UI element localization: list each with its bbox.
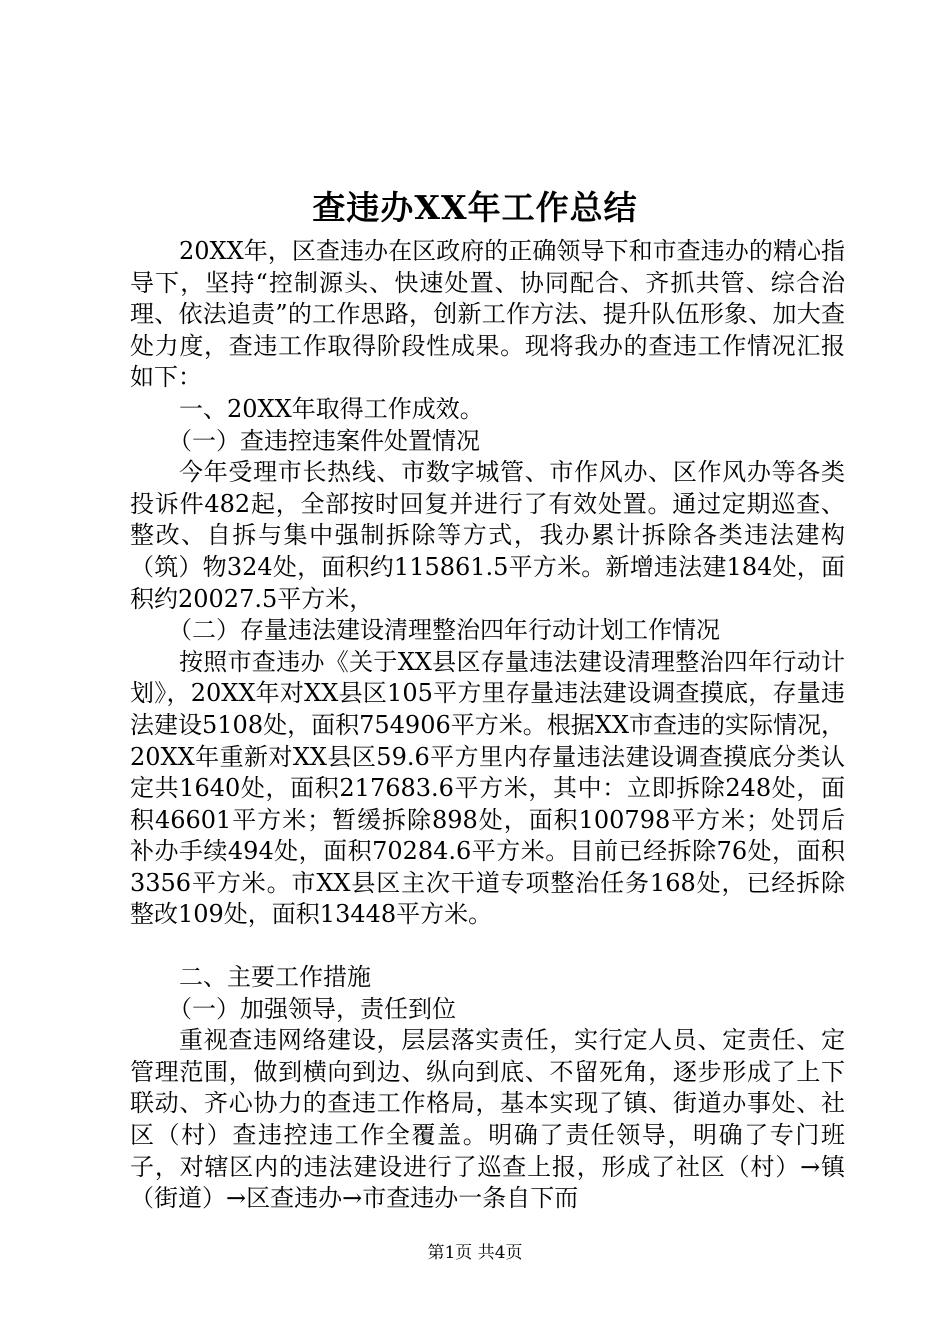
leadership-paragraph: 重视查违网络建设，层层落实责任，实行定人员、定责任、定管理范围，做到横向到边、纵向到底、不留死角，逐步形成了上下联动、齐心协力的查违工作格局，基本实现了镇、街道办事处、社区（村）查违控违工作全覆盖。明确了责任领导，明确了专门班子，对辖区内的违法建设进行了巡查上报，形成了社区（村）→镇（街道）→区查违办→市查违办一条自下而 (130, 1026, 845, 1213)
four-year-plan-paragraph: 按照市查违办《关于XX县区存量违法建设清理整治四年行动计划》，20XX年对XX县区105平方里存量违法建设调查摸底，存量违法建设5108处，面积754906平方米。根据XX市查违的实际情况，20XX年重新对XX县区59.6平方里内存量违法建设调查摸底分类认定共1640处，面积217683.6平方米，其中：立即拆除248处，面积46601平方米；暂缓拆除898处，面积100798平方米；处罚后补办手续494处，面积70284.6平方米。目前已经拆除76处，面积3356平方米。市XX县区主次干道专项整治任务168处，已经拆除整改109处，面积13448平方米。 (130, 647, 845, 929)
subsection-heading-four-year-plan: （二）存量违法建设清理整治四年行动计划工作情况 (168, 616, 720, 645)
document-title: 查违办XX年工作总结 (312, 188, 638, 227)
page-number: 第1页 共4页 (427, 1243, 523, 1263)
document-body (130, 236, 845, 1215)
paragraph-gap (130, 931, 845, 962)
case-handling-paragraph: 今年受理市长热线、市数字城管、市作风办、区作风办等各类投诉件482起，全部按时回复并进行了有效处置。通过定期巡查、整改、自拆与集中强制拆除等方式，我办累计拆除各类违法建构（筑）物324处，面积约115861.5平方米。新增违法建184处，面积约20027.5平方米， (130, 458, 845, 613)
subsection-heading-leadership: （一）加强领导，责任到位 (168, 994, 456, 1023)
intro-paragraph: 20XX年，区查违办在区政府的正确领导下和市查违办的精心指导下，坚持“控制源头、快速处置、协同配合、齐抓共管、综合治理、依法追责”的工作思路，创新工作方法、提升队伍形象、加大查处力度，查违工作取得阶段性成果。现将我办的查违工作情况汇报如下： (130, 237, 845, 392)
section-heading-achievements: 一、20XX年取得工作成效。 (179, 394, 484, 423)
section-heading-measures: 二、主要工作措施 (179, 963, 371, 992)
subsection-heading-case-handling: （一）查违控违案件处置情况 (168, 426, 480, 455)
